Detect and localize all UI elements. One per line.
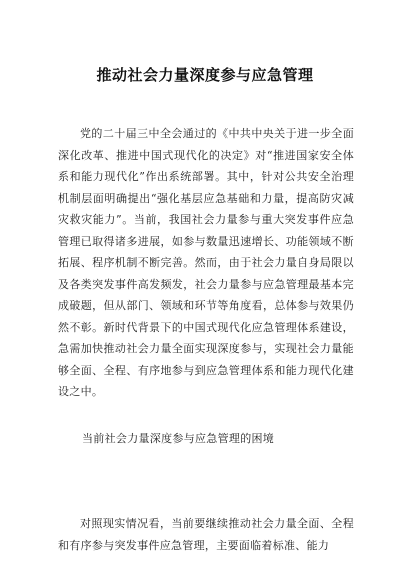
body-paragraph: 党的二十届三中全会通过的《中共中央关于进一步全面深化改革、推进中国式现代化的决定》对“推进国家安全体系和能力现代化”作出系统部署。其中，针对公共安全治理机制层面明确提出“强化基层应急基础和力量，提高防灾减灾救灾能力”。当前，我国社会力量参与重大突发事件应急管理已取得诸多进展，如参与数量迅速增长、功能领域不断拓展、程序机制不断完善。然而，由于社会力量自身局限以及各类突发事件高发频发，社会力量参与应急管理最基本完成破题，但从部门、领域和环节等角度看，总体参与效果仍然不彰。新时代背景下的中国式现代化应急管理体系建设，急需加快推动社会力量全面实现深度参与，实现社会力量能够全面、全程、有序地参与到应急管理体系和能力现代化建设之中。 [58, 127, 354, 398]
section-heading: 当前社会力量深度参与应急管理的困境 [82, 432, 275, 445]
body-paragraph: 对照现实情况看，当前要继续推动社会力量全面、全程和有序参与突发事件应急管理，主要面临着标准、能力 [58, 517, 354, 552]
document-title: 推动社会力量深度参与应急管理 [96, 66, 314, 84]
